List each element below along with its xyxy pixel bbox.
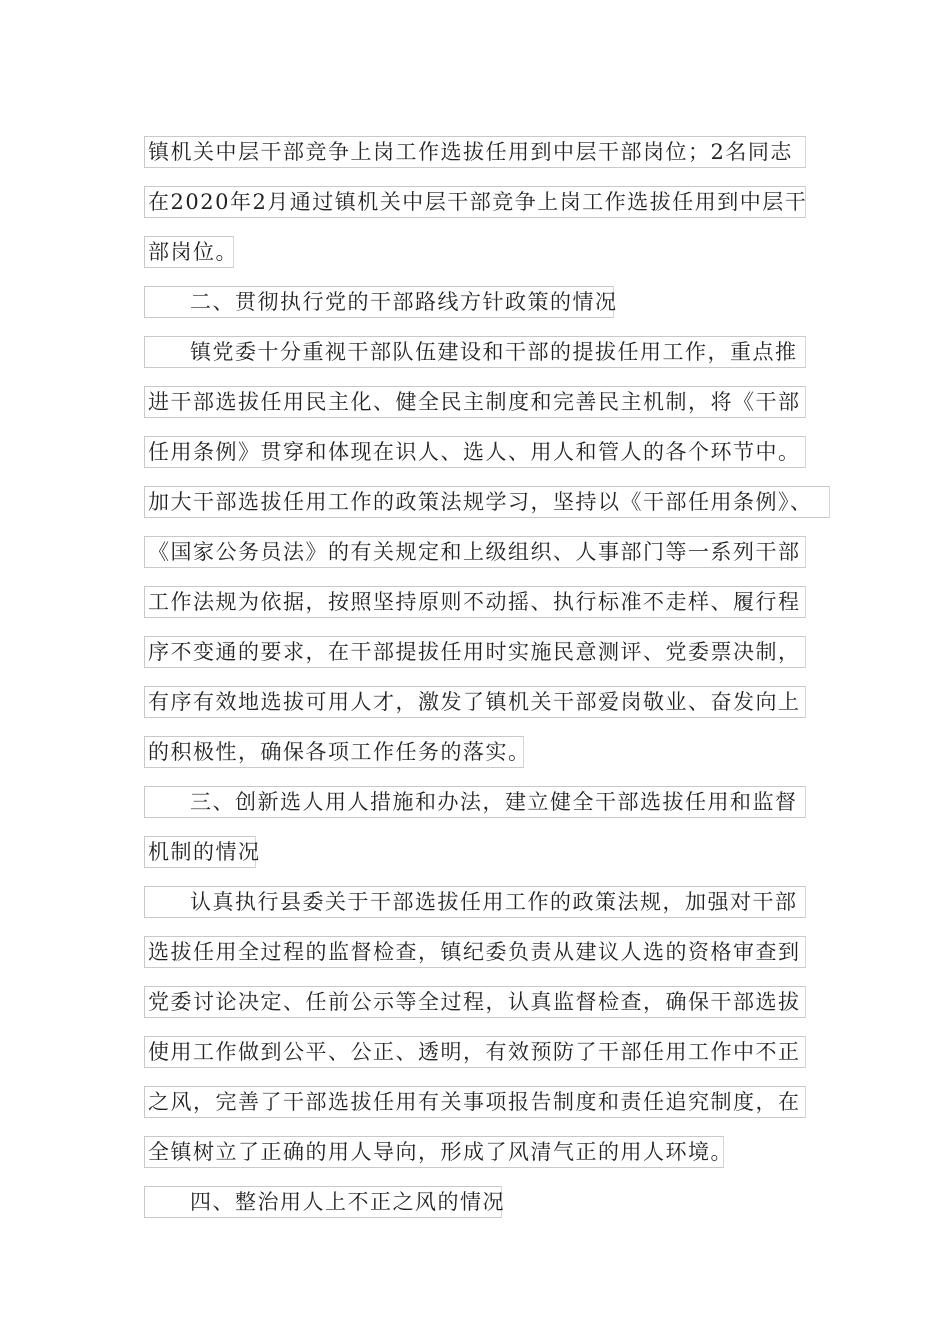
text-line-content: 《国家公务员法》的有关规定和上级组织、人事部门等一系列干部 (148, 540, 801, 564)
text-line (144, 784, 806, 820)
text-line-content: 序不变通的要求，在干部提拔任用时实施民意测评、党委票决制， (148, 640, 801, 664)
text-line-content: 的积极性，确保各项工作任务的落实。 (148, 740, 531, 764)
text-line (144, 334, 806, 370)
text-line-content: 部岗位。 (148, 240, 238, 264)
text-line-content: 党委讨论决定、任前公示等全过程，认真监督检查，确保干部选拔 (148, 990, 801, 1014)
text-line-content: 认真执行县委关于干部选拔任用工作的政策法规，加强对干部 (190, 890, 798, 914)
text-line (144, 284, 806, 320)
text-line (144, 734, 806, 770)
text-line (144, 834, 806, 870)
text-line (144, 934, 806, 970)
text-line-content: 三、创新选人用人措施和办法，建立健全干部选拔任用和监督 (190, 790, 798, 814)
text-line (144, 1034, 806, 1070)
text-line (144, 984, 806, 1020)
text-line (144, 1184, 806, 1220)
text-line-content: 镇机关中层干部竞争上岗工作选拔任用到中层干部岗位；2名同志 (148, 140, 793, 164)
text-line-content: 有序有效地选拔可用人才，激发了镇机关干部爱岗敬业、奋发向上 (148, 690, 801, 714)
text-line (144, 584, 806, 620)
text-line-content: 之风，完善了干部选拔任用有关事项报告制度和责任追究制度，在 (148, 1090, 801, 1114)
text-line (144, 134, 806, 170)
text-line (144, 684, 806, 720)
text-line (144, 234, 806, 270)
text-line-content: 四、整治用人上不正之风的情况 (190, 1190, 505, 1214)
text-line-content: 任用条例》贯穿和体现在识人、选人、用人和管人的各个环节中。 (148, 440, 801, 464)
text-line (144, 484, 813, 520)
text-line-content: 进干部选拔任用民主化、健全民主制度和完善民主机制，将《干部 (148, 390, 801, 414)
text-line-content: 加大干部选拔任用工作的政策法规学习，坚持以《干部任用条例》、 (148, 490, 813, 514)
text-line-content: 在2020年2月通过镇机关中层干部竞争上岗工作选拔任用到中层干 (148, 190, 808, 214)
text-line (144, 384, 806, 420)
text-line-content: 选拔任用全过程的监督检查，镇纪委负责从建议人选的资格审查到 (148, 940, 801, 964)
text-line (144, 534, 806, 570)
text-line-content: 二、贯彻执行党的干部路线方针政策的情况 (190, 290, 618, 314)
text-line (144, 1134, 806, 1170)
text-line-content: 机制的情况 (148, 840, 261, 864)
text-line (144, 1084, 806, 1120)
text-line-content: 工作法规为依据，按照坚持原则不动摇、执行标准不走样、履行程 (148, 590, 801, 614)
text-line (144, 184, 806, 220)
text-line-content: 镇党委十分重视干部队伍建设和干部的提拔任用工作，重点推 (190, 340, 798, 364)
text-line-content: 全镇树立了正确的用人导向，形成了风清气正的用人环境。 (148, 1140, 733, 1164)
text-line-content: 使用工作做到公平、公正、透明，有效预防了干部任用工作中不正 (148, 1040, 801, 1064)
text-line (144, 634, 806, 670)
text-line (144, 434, 806, 470)
text-line (144, 884, 806, 920)
